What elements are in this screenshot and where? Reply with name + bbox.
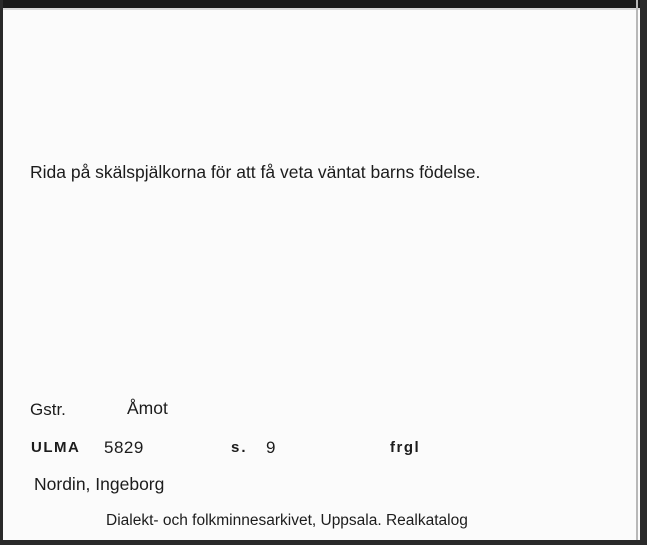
archive-number: 5829 (104, 438, 144, 457)
card-top-border (0, 0, 647, 8)
archive-code: ULMA (31, 439, 81, 456)
region-label: Gstr. (30, 400, 66, 419)
card-right-border (640, 0, 647, 545)
archive-footer: Dialekt- och folkminnesarkivet, Uppsala. Realkatalog (106, 512, 468, 529)
questionnaire-code: frgl (390, 439, 421, 456)
informant-name: Nordin, Ingeborg (34, 474, 165, 494)
record-text: Rida på skälspjälkorna för att få veta väntat barns födelse. (30, 162, 481, 182)
card-left-border (0, 0, 3, 545)
page-label: s. (231, 439, 248, 456)
place-name: Åmot (127, 398, 168, 418)
page-number: 9 (266, 438, 276, 457)
card-bottom-border (0, 540, 647, 545)
